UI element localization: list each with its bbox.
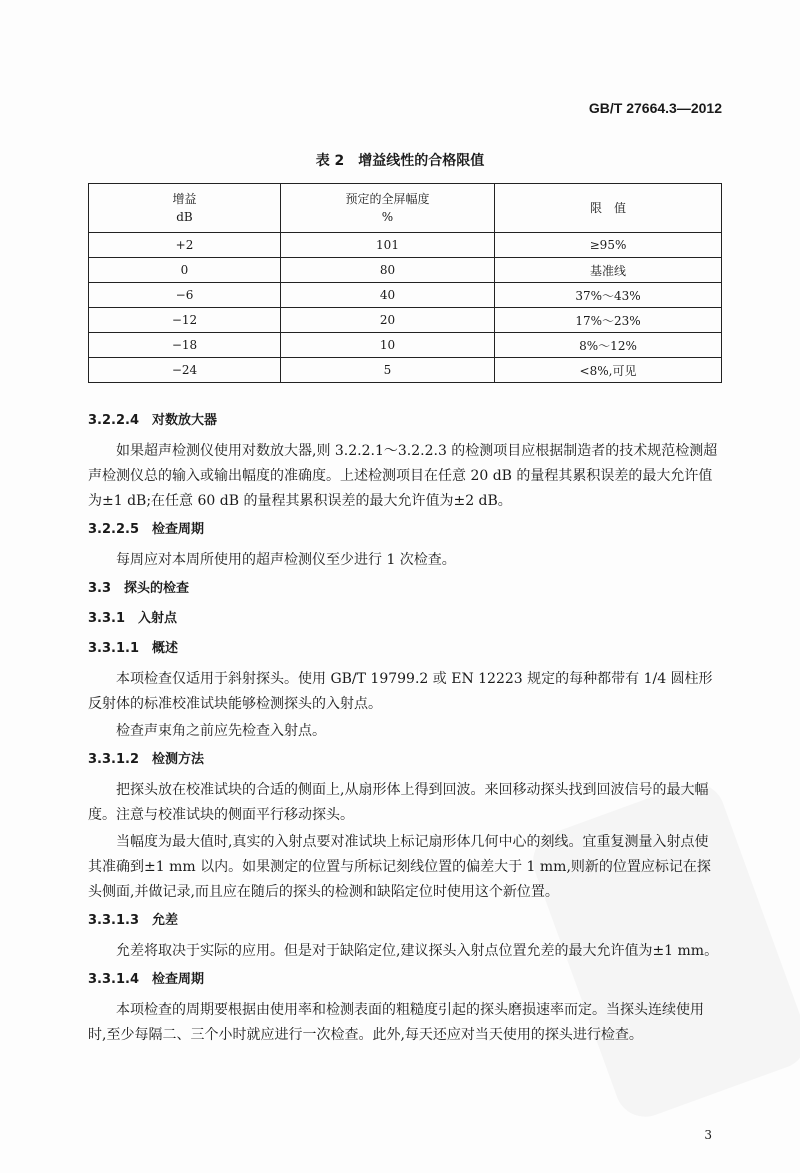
section-heading: 3.3.1.1 概述	[88, 641, 178, 656]
section-heading: 3.3.1 入射点	[88, 611, 178, 626]
table-cell: 80	[281, 258, 495, 283]
table-cell: 0	[89, 258, 281, 283]
table-cell: 10	[281, 333, 495, 358]
table-cell: 5	[281, 358, 495, 383]
table-cell: ≥95%	[495, 233, 722, 258]
header-gain	[89, 184, 281, 233]
header-gain-label: 增益	[172, 192, 197, 206]
table-cell: +2	[89, 233, 281, 258]
table-row	[89, 233, 722, 258]
table-row	[89, 308, 722, 333]
table-cell: 17%～23%	[495, 308, 722, 333]
section-heading: 3.2.2.4 对数放大器	[88, 413, 217, 428]
table-row	[89, 358, 722, 383]
paragraph: 本项检查仅适用于斜射探头。使用 GB/T 19799.2 或 EN 12223 规定的每种都带有 1/4 圆柱形反射体的标准校准试块能够检测探头的入射点。	[88, 671, 713, 712]
paragraph: 本项检查的周期要根据由使用率和检测表面的粗糙度引起的探头磨损速率而定。当探头连续使用时,至少每隔二、三个小时就应进行一次检查。此外,每天还应对当天使用的探头进行检查。	[88, 1002, 704, 1043]
page-number: 3	[704, 1128, 712, 1142]
header-amplitude	[281, 184, 495, 233]
table-cell: −24	[89, 358, 281, 383]
paragraph: 把探头放在校准试块的合适的侧面上,从扇形体上得到回波。来回移动探头找到回波信号的最大幅度。注意与校准试块的侧面平行移动探头。	[88, 782, 709, 823]
paragraph: 每周应对本周所使用的超声检测仪至少进行 1 次检查。	[116, 552, 456, 568]
table-row	[89, 258, 722, 283]
paragraph: 当幅度为最大值时,真实的入射点要对准试块上标记扇形体几何中心的刻线。宜重复测量入射点使其准确到±1 mm 以内。如果测定的位置与所标记刻线位置的偏差大于 1 mm,则新的位置应标记在探头侧面,并做记录,而且应在随后的探头的检测和缺陷定位时使用这个新位置。	[88, 834, 711, 900]
header-limit-label: 限 值	[589, 201, 626, 215]
table-cell: 40	[281, 283, 495, 308]
document-body	[88, 405, 722, 1050]
section-heading: 3.2.2.5 检查周期	[88, 522, 204, 537]
paragraph: 允差将取决于实际的应用。但是对于缺陷定位,建议探头入射点位置允差的最大允许值为±1 mm。	[116, 943, 719, 959]
standard-number: GB/T 27664.3—2012	[588, 100, 722, 116]
section-heading: 3.3.1.2 检测方法	[88, 752, 204, 767]
header-amplitude-unit: %	[381, 210, 394, 224]
header-gain-unit: dB	[176, 210, 193, 224]
gain-linearity-table	[88, 183, 722, 383]
paragraph: 如果超声检测仪使用对数放大器,则 3.2.2.1～3.2.2.3 的检测项目应根据制造者的技术规范检测超声检测仪总的输入或输出幅度的准确度。上述检测项目在任意 20 dB 的量程其累积误差的最大允许值为±1 dB;在任意 60 dB 的量程其累积误差的最大允许值为±2 dB。	[88, 443, 718, 509]
header-limit	[495, 184, 722, 233]
header-amplitude-label: 预定的全屏幅度	[345, 192, 430, 206]
table-cell: 101	[281, 233, 495, 258]
table-row	[89, 283, 722, 308]
table-cell: 8%～12%	[495, 333, 722, 358]
table-row	[89, 333, 722, 358]
table-cell: 20	[281, 308, 495, 333]
section-heading: 3.3.1.4 检查周期	[88, 972, 204, 987]
table-cell: <8%,可见	[495, 358, 722, 383]
paragraph: 检查声束角之前应先检查入射点。	[116, 723, 326, 739]
table-caption: 表 2 增益线性的合格限值	[315, 153, 485, 169]
section-heading: 3.3 探头的检查	[88, 581, 190, 596]
table-cell: −18	[89, 333, 281, 358]
section-heading: 3.3.1.3 允差	[88, 913, 178, 928]
table-cell: −6	[89, 283, 281, 308]
table-header-row	[89, 184, 722, 233]
table-cell: 37%～43%	[495, 283, 722, 308]
table-cell: −12	[89, 308, 281, 333]
table-cell: 基准线	[495, 258, 722, 283]
